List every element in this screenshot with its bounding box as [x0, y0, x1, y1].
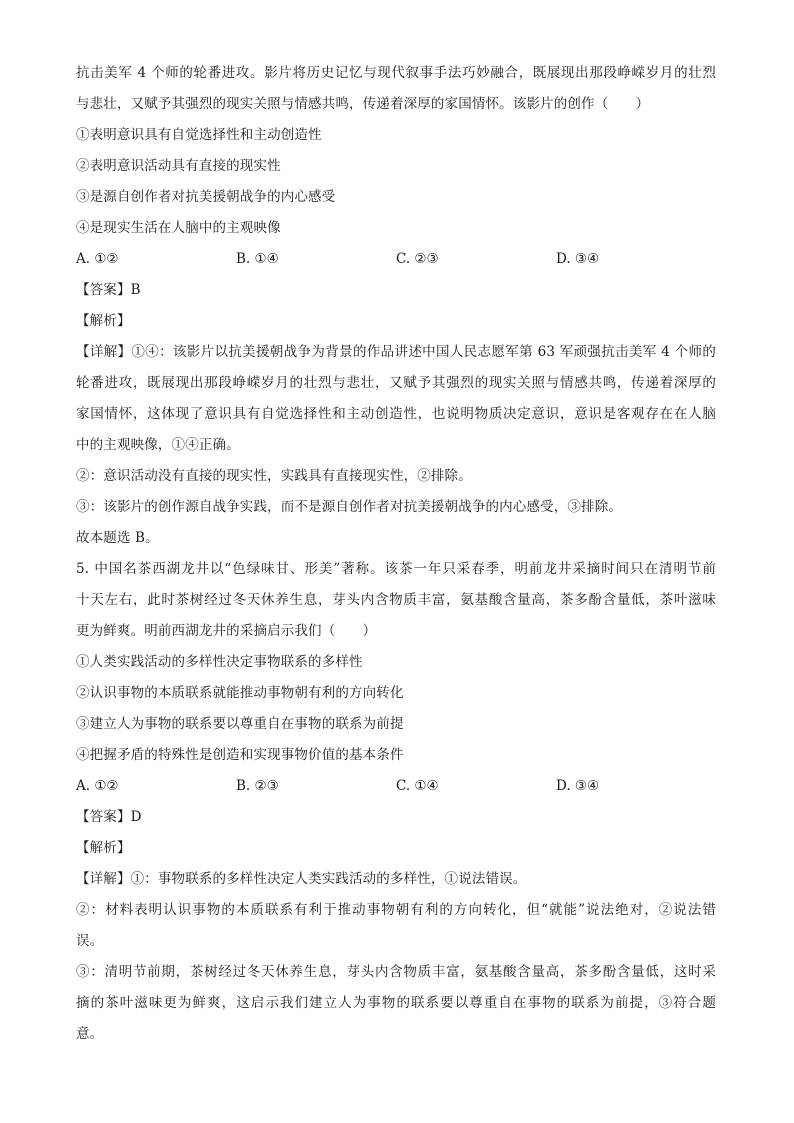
- q4-option-a: A. ①②: [76, 251, 119, 267]
- q5-detail-line: 摘的茶叶滋味更为鲜爽，这启示我们建立人为事物的联系要以尊重自在事物的联系为前提，③符合题: [76, 995, 716, 1011]
- q5-detail-line: 【详解】①：事物联系的多样性决定人类实践活动的多样性，①说法错误。: [76, 871, 527, 887]
- q5-detail-line: ③：清明节前期，茶树经过冬天休养生息，芽头内含物质丰富，氨基酸含量高，茶多酚含量低，这时采: [76, 964, 716, 980]
- q5-stem-line: 十天左右，此时茶树经过冬天休养生息，芽头内含物质丰富，氨基酸含量高，茶多酚含量低，茶叶滋味: [76, 592, 716, 608]
- q5-analysis-label: 【解析】: [76, 840, 131, 856]
- q5-statement: ③建立人为事物的联系要以尊重自在事物的联系为前提: [76, 716, 404, 732]
- q5-stem-line: 5. 中国名茶西湖龙井以“色绿味甘、形美”著称。该茶一年只采春季，明前龙井采摘时间只在清明节前: [76, 561, 716, 577]
- q4-analysis-label: 【解析】: [76, 313, 131, 329]
- q5-stem-line: 更为鲜爽。明前西湖龙井的采摘启示我们（ ）: [76, 623, 377, 639]
- q5-detail-line: ②：材料表明认识事物的本质联系有利于推动事物朝有利的方向转化，但“就能”说法绝对，②说法错: [76, 902, 716, 918]
- q4-stem-line: 与悲壮，又赋予其强烈的现实关照与情感共鸣，传递着深厚的家国情怀。该影片的创作（ ）: [76, 96, 650, 112]
- q4-detail-line: 【详解】①④：该影片以抗美援朝战争为背景的作品讲述中国人民志愿军第 63 军顽强抗击美军 4 个师的: [76, 344, 716, 360]
- q5-detail-line: 误。: [76, 933, 104, 949]
- q4-detail-line: 故本题选 B。: [76, 530, 159, 546]
- q4-statement: ③是源自创作者对抗美援朝战争的内心感受: [76, 189, 336, 205]
- q4-option-c: C. ②③: [396, 251, 439, 267]
- q5-answer: 【答案】D: [76, 809, 142, 825]
- q4-detail-line: 轮番进攻，既展现出那段峥嵘岁月的壮烈与悲壮，又赋予其强烈的现实关照与情感共鸣，传递着深厚的: [76, 375, 716, 391]
- document-page: [76, 58, 716, 1050]
- q4-detail-line: ③：该影片的创作源自战争实践，而不是源自创作者对抗美援朝战争的内心感受，③排除。: [76, 499, 622, 515]
- q4-stem-line: 抗击美军 4 个师的轮番进攻。影片将历史记忆与现代叙事手法巧妙融合，既展现出那段峥嵘岁月的壮烈: [76, 65, 716, 81]
- q5-statement: ④把握矛盾的特殊性是创造和实现事物价值的基本条件: [76, 747, 404, 763]
- q4-answer: 【答案】B: [76, 282, 141, 298]
- q4-statement: ①表明意识具有自觉选择性和主动创造性: [76, 127, 322, 143]
- q5-options: [76, 771, 716, 802]
- q4-option-b: B. ①④: [236, 251, 279, 267]
- q5-detail-line: 意。: [76, 1026, 104, 1042]
- q5-option-b: B. ②③: [236, 778, 279, 794]
- q4-detail-line: 家国情怀，这体现了意识具有自觉选择性和主动创造性，也说明物质决定意识，意识是客观存在在人脑: [76, 406, 716, 422]
- q4-statement: ④是现实生活在人脑中的主观映像: [76, 220, 281, 236]
- q4-option-d: D. ③④: [556, 251, 600, 267]
- q5-statement: ①人类实践活动的多样性决定事物联系的多样性: [76, 654, 363, 670]
- q4-detail-line: 中的主观映像，①④正确。: [76, 437, 240, 453]
- q4-options: [76, 244, 716, 275]
- q5-option-d: D. ③④: [556, 778, 600, 794]
- q4-detail-line: ②：意识活动没有直接的现实性，实践具有直接现实性，②排除。: [76, 468, 472, 484]
- q4-statement: ②表明意识活动具有直接的现实性: [76, 158, 281, 174]
- q5-statement: ②认识事物的本质联系就能推动事物朝有利的方向转化: [76, 685, 404, 701]
- q5-option-a: A. ①②: [76, 778, 119, 794]
- q5-option-c: C. ①④: [396, 778, 439, 794]
